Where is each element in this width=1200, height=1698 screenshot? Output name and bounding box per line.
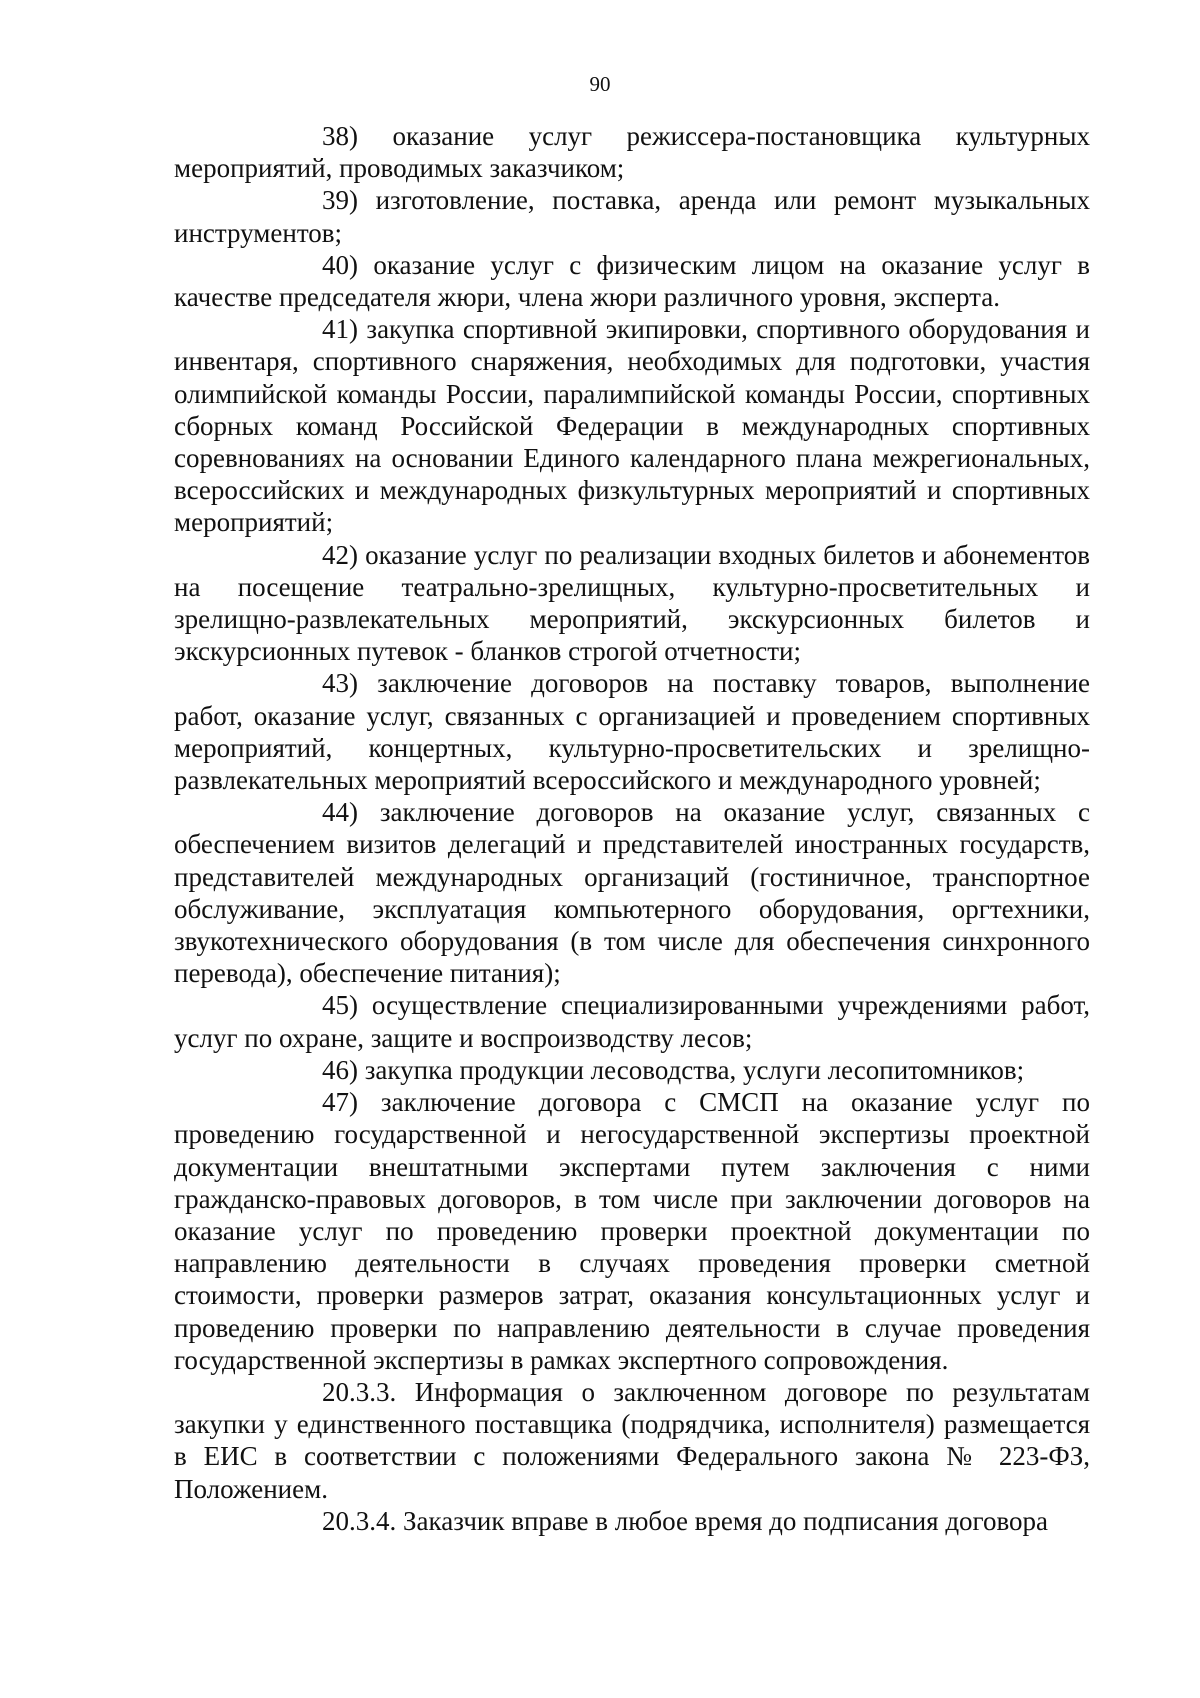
item-number: 46) [322,1054,358,1085]
item-text: заключение договора с СМСП на оказание услуг по проведению государственной и негосударственной экспертизы проектной документации внештатными экспертами путем заключения с ними гражданско-правовых договоров, в том числе при заключении договоров на оказание услуг по проведению проверки проектной документации по направлению деятельности в случаях проведения проверки сметной стоимости, проверки размеров затрат, оказания консультационных услуг и проведению проверки по направлению деятельности в случае проведения государственной экспертизы в рамках экспертного сопровождения. [174,1087,1090,1375]
item-number: 40) [322,249,358,280]
item-text: заключение договоров на оказание услуг, связанных с обеспечением визитов делегаций и представителей иностранных государств, представителей международных организаций (гостиничное, транспортное обслуживание, эксплуатация компьютерного оборудования, оргтехники, звукотехнического оборудования (в том числе для обеспечения синхронного перевода), обеспечение питания); [174,797,1090,989]
clause-text: Информация о заключенном договоре по результатам закупки у единственного поставщика (подрядчика, исполнителя) размещается в ЕИС в соответствии с положениями Федерального закона № 223-ФЗ, Положением. [174,1376,1091,1504]
list-item-47 [174,1086,1090,1376]
item-number: 38) [322,121,358,151]
item-number: 39) [322,185,358,216]
list-item-38 [174,120,1090,184]
list-item-44 [174,796,1090,989]
item-number: 47) [322,1087,358,1118]
clause-number: 20.3.4. [322,1505,397,1536]
page-number: 90 [589,72,611,96]
item-text: закупка спортивной экипировки, спортивного оборудования и инвентаря, спортивного снаряжения, необходимых для подготовки, участия олимпийской команды России, паралимпийской команды России, спортивных сборных команд Российской Федерации в международных спортивных соревнованиях на основании Единого календарного плана межрегиональных, всероссийских и международных физкультурных мероприятий и спортивных мероприятий; [174,314,1091,538]
item-text: оказание услуг режиссера-постановщика культурных мероприятий, проводимых заказчиком; [174,121,1091,184]
item-number: 42) [322,539,358,570]
clause-20-3-3 [174,1376,1090,1505]
item-text: заключение договоров на поставку товаров, выполнение работ, оказание услуг, связанных с организацией и проведением спортивных мероприятий, концертных, культурно-просветительских и зрелищно-развлекательных мероприятий всероссийского и международного уровней; [174,668,1090,796]
list-item-45 [174,989,1090,1053]
clause-number: 20.3.3. [322,1376,397,1407]
list-item-40 [174,249,1090,313]
document-body [174,120,1090,1537]
list-item-43 [174,667,1090,796]
clause-text: Заказчик вправе в любое время до подписания договора [403,1505,1049,1536]
item-number: 43) [322,668,358,699]
list-item-41 [174,313,1090,538]
item-text: закупка продукции лесоводства, услуги лесопитомников; [364,1054,1025,1085]
item-text: оказание услуг с физическим лицом на оказание услуг в качестве председателя жюри, члена жюри различного уровня, эксперта. [174,249,1090,313]
clause-20-3-4 [174,1505,1090,1537]
item-number: 45) [322,990,358,1021]
item-text: осуществление специализированными учреждениями работ, услуг по охране, защите и воспроизводству лесов; [174,990,1091,1053]
item-text: оказание услуг по реализации входных билетов и абонементов на посещение театрально-зрелищных, культурно-просветительных и зрелищно-развлекательных мероприятий, экскурсионных билетов и экскурсионных путевок - бланков строгой отчетности; [174,539,1090,667]
item-number: 41) [322,314,358,345]
item-text: изготовление, поставка, аренда или ремонт музыкальных инструментов; [174,185,1090,248]
list-item-39 [174,184,1090,248]
list-item-46 [174,1054,1090,1086]
item-number: 44) [322,797,358,828]
list-item-42 [174,539,1090,668]
